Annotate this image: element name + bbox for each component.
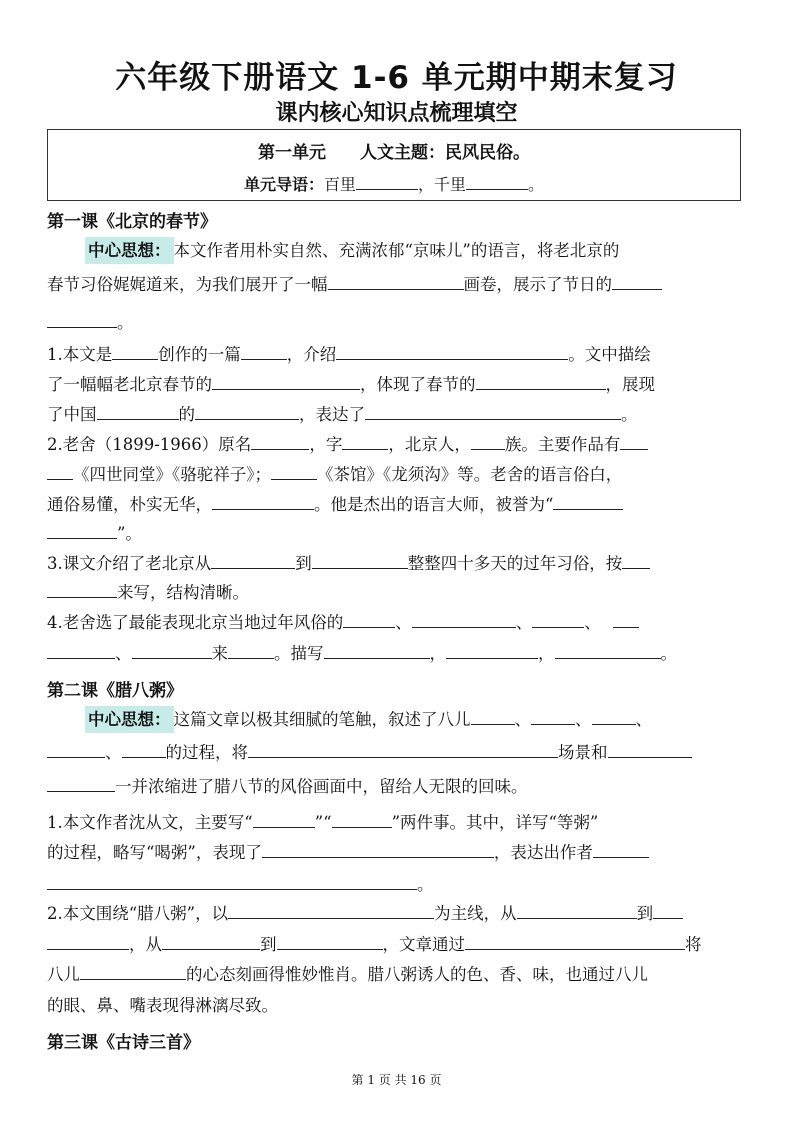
lesson-1-q3-line2 <box>47 582 249 604</box>
text: 八儿 <box>47 965 80 984</box>
blank[interactable] <box>47 524 117 539</box>
text: 到 <box>636 904 654 923</box>
blank[interactable] <box>466 175 528 190</box>
blank[interactable] <box>47 777 115 792</box>
text: ，北京人， <box>388 435 471 454</box>
text: ，介绍 <box>286 345 337 364</box>
blank[interactable] <box>324 644 430 659</box>
blank[interactable] <box>251 435 309 450</box>
blank[interactable] <box>241 345 287 360</box>
lesson-3-title: 第三课《古诗三首》 <box>47 1033 200 1053</box>
text: 的 <box>178 405 195 424</box>
lesson-2-theme-line1 <box>85 709 652 731</box>
blank[interactable] <box>97 405 179 420</box>
blank[interactable] <box>248 743 558 758</box>
text: 一并浓缩进了腊八节的风俗画面中，留给人无限的回味。 <box>115 777 528 796</box>
blank[interactable] <box>592 710 636 725</box>
text: 2.老舍（1899-1966）原名 <box>47 435 252 454</box>
blank[interactable] <box>80 965 186 980</box>
text: ，展现 <box>605 375 655 394</box>
blank[interactable] <box>612 275 662 290</box>
blank[interactable] <box>365 405 621 420</box>
text: 。描写 <box>274 644 324 663</box>
blank[interactable] <box>608 743 692 758</box>
lesson-2-theme-line3 <box>47 776 528 798</box>
text: 3.课文介绍了老北京从 <box>47 554 212 573</box>
text: 来 <box>211 644 228 663</box>
blank[interactable] <box>212 495 314 510</box>
lesson-1-q4-line1 <box>47 612 639 634</box>
text: 。他是杰出的语言大师，被誉为“ <box>314 495 554 514</box>
text: 为主线，从 <box>434 904 517 923</box>
blank[interactable] <box>47 465 73 480</box>
blank[interactable] <box>532 613 584 628</box>
lesson-1-q4-line2 <box>47 643 677 665</box>
blank[interactable] <box>122 743 166 758</box>
text: 《茶馆》《龙须沟》等。老舍的语言俗白， <box>317 465 623 484</box>
blank[interactable] <box>47 935 129 950</box>
lesson-2-q1-line2 <box>47 842 649 864</box>
page-subtitle: 课内核心知识点梳理填空 <box>275 101 518 126</box>
blank[interactable] <box>653 904 683 919</box>
text: ， <box>429 644 446 663</box>
text: 族。主要作品有 <box>504 435 621 454</box>
text: 。 <box>621 405 638 424</box>
text: 1.本文作者沈从文，主要写“ <box>47 813 253 832</box>
blank[interactable] <box>471 710 515 725</box>
blank[interactable] <box>620 435 648 450</box>
lesson-1-theme-line2 <box>47 274 662 296</box>
blank[interactable] <box>517 904 637 919</box>
blank[interactable] <box>531 710 575 725</box>
text: 的心态刻画得惟妙惟肖。腊八粥诱人的色、香、味，也通过八儿 <box>186 965 648 984</box>
lesson-1-q2-line4 <box>47 523 142 545</box>
blank[interactable] <box>553 495 623 510</box>
text: 这篇文章以极其细腻的笔触，叙述了八儿 <box>173 710 471 729</box>
blank[interactable] <box>262 843 494 858</box>
text: ，体现了春节的 <box>360 375 476 394</box>
blank[interactable] <box>162 935 260 950</box>
page-footer: 第 1 页 共 16 页 <box>351 1073 442 1087</box>
page-title: 六年级下册语文 1-6 单元期中期末复习 <box>115 60 678 96</box>
text: ”。 <box>117 524 142 543</box>
text: 通俗易懂，朴实无华， <box>47 495 212 514</box>
blank[interactable] <box>342 435 388 450</box>
lesson-1-q2-line3 <box>47 494 623 516</box>
blank[interactable] <box>476 375 606 390</box>
blank[interactable] <box>47 313 117 328</box>
blank[interactable] <box>336 345 568 360</box>
text: 画卷，展示了节日的 <box>463 275 612 294</box>
text: 、 <box>635 710 652 729</box>
blank[interactable] <box>253 813 315 828</box>
text: ，表达出作者 <box>493 843 593 862</box>
lesson-1-q1-line3 <box>47 404 638 426</box>
text: 的过程，略写“喝粥”，表现了 <box>47 843 262 862</box>
text: 本文作者用朴实自然、充满浓郁“京味儿”的语言，将老北京的 <box>173 241 620 260</box>
unit-box <box>47 129 741 201</box>
text: 的过程，将 <box>165 743 248 762</box>
text: 的眼、鼻、嘴表现得淋漓尽致。 <box>47 996 278 1015</box>
blank[interactable] <box>228 644 274 659</box>
lesson-2-q1-line1 <box>47 812 598 834</box>
blank[interactable] <box>47 583 117 598</box>
blank[interactable] <box>412 613 516 628</box>
text: ，千里 <box>418 175 467 194</box>
blank[interactable] <box>356 175 418 190</box>
blank[interactable] <box>112 345 158 360</box>
blank[interactable] <box>465 935 685 950</box>
text: 春节习俗娓娓道来，为我们展开了一幅 <box>47 275 328 294</box>
text: ， <box>538 644 555 663</box>
blank[interactable] <box>228 904 434 919</box>
unit-heading: 第一单元 人文主题：民风民俗。 <box>258 143 530 163</box>
text: 4.老舍选了最能表现北京当地过年风俗的 <box>47 613 344 632</box>
text: 。文中描绘 <box>568 345 651 364</box>
lesson-1-q1-line2 <box>47 374 655 396</box>
unit-guide-label: 单元导语： <box>243 175 324 194</box>
blank[interactable] <box>277 935 383 950</box>
lesson-1-q2-line1 <box>47 434 648 456</box>
central-idea-tag: 中心思想： <box>85 237 174 264</box>
text: 。 <box>528 175 545 194</box>
text: 、 <box>105 743 122 762</box>
text: 。 <box>660 644 677 663</box>
text: ”两件事。其中，详写“等粥” <box>391 813 599 832</box>
text: 、 <box>584 613 601 632</box>
text: 《四世同堂》《骆驼祥子》； <box>73 465 271 484</box>
central-idea-tag: 中心思想： <box>85 706 174 733</box>
blank[interactable] <box>312 554 408 569</box>
text: 、 <box>115 644 132 663</box>
lesson-2-q2-line1 <box>47 903 683 925</box>
text: 了一幅幅老北京春节的 <box>47 375 212 394</box>
blank[interactable] <box>212 375 360 390</box>
lesson-1-q2-line2 <box>47 464 622 486</box>
blank[interactable] <box>47 875 417 890</box>
lesson-2-q2-line2 <box>47 934 702 956</box>
blank[interactable] <box>271 465 317 480</box>
text: 、 <box>514 710 531 729</box>
blank[interactable] <box>195 405 299 420</box>
lesson-2-q2-line4 <box>47 995 278 1017</box>
text: 将 <box>685 935 702 954</box>
text: 到 <box>295 554 312 573</box>
blank[interactable] <box>471 435 505 450</box>
text: 1.本文是 <box>47 345 113 364</box>
text: ，表达了 <box>299 405 365 424</box>
blank[interactable] <box>332 813 392 828</box>
lesson-2-theme-line2 <box>47 742 692 764</box>
text: 2.本文围绕“腊八粥”，以 <box>47 904 229 923</box>
text: 创作的一篇 <box>158 345 241 364</box>
lesson-1-theme-line3 <box>47 312 134 334</box>
text: 场景和 <box>558 743 608 762</box>
text: ，从 <box>129 935 162 954</box>
text: ，文章通过 <box>382 935 465 954</box>
blank[interactable] <box>555 644 661 659</box>
blank[interactable] <box>622 554 650 569</box>
blank[interactable] <box>593 843 649 858</box>
text: ”“ <box>314 813 332 832</box>
blank[interactable] <box>446 644 538 659</box>
blank[interactable] <box>613 613 639 628</box>
text: 整整四十多天的过年习俗，按 <box>407 554 623 573</box>
lesson-1-q3-line1 <box>47 553 650 575</box>
lesson-2-title: 第二课《腊八粥》 <box>47 681 183 701</box>
unit-guide <box>48 172 740 195</box>
text: 、 <box>395 613 412 632</box>
text: 。 <box>417 875 434 894</box>
text: ，字 <box>309 435 343 454</box>
lesson-2-q2-line3 <box>47 964 648 986</box>
lesson-2-q1-line3 <box>47 874 434 896</box>
lesson-1-title: 第一课《北京的春节》 <box>47 212 217 232</box>
text: 了中国 <box>47 405 97 424</box>
text: 、 <box>515 613 533 632</box>
text: 到 <box>260 935 277 954</box>
lesson-1-q1-line1 <box>47 344 651 366</box>
blank[interactable] <box>343 613 395 628</box>
text: 。 <box>117 313 134 332</box>
text: 、 <box>575 710 592 729</box>
text: 百里 <box>323 175 356 194</box>
blank[interactable] <box>47 743 105 758</box>
lesson-1-theme-line1 <box>85 240 619 262</box>
blank[interactable] <box>47 644 115 659</box>
blank[interactable] <box>132 644 212 659</box>
text: 来写，结构清晰。 <box>117 583 249 602</box>
blank[interactable] <box>328 275 464 290</box>
blank[interactable] <box>211 554 295 569</box>
